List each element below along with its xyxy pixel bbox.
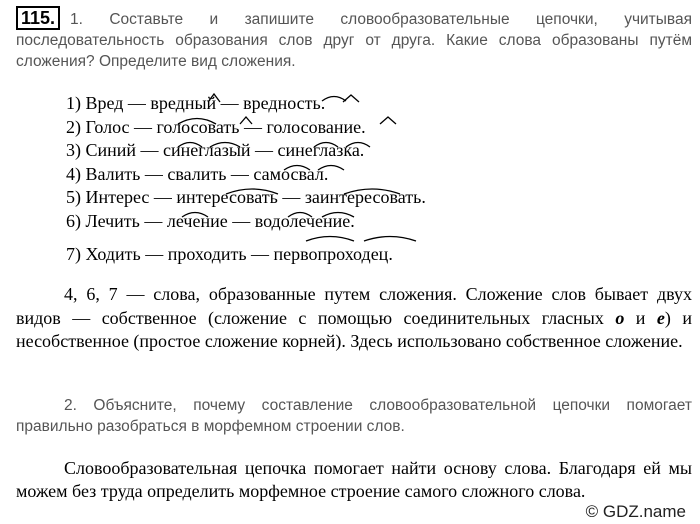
task-2-text: 2. Объясните, почему составление словообразовательной цепочки помогает правильно разобраться в морфемном строении слов. [16,397,692,435]
chain-line-5: 5) Интерес — интересовать — заинтересовать. [66,187,426,207]
vowel-e: е [656,307,665,328]
answer-2: Словообразовательная цепочка помогает найти основу слова. Благодаря ей мы можем без труда определить морфемное строение самого сложного слова. [16,458,692,501]
task-1-text: 1. Составьте и запишите словообразовательные цепочки, учитывая последовательность образования слов друг от друга. Какие слова образованы путём сложения? Определите вид сложения. [16,11,692,70]
chain-line-3: 3) Синий — синеглазый — синеглазка. [66,140,365,160]
answer-1-part-1: 4, 6, 7 — слова, образованные путем сложения. Сложение слов бывает двух видов — собственное (сложение с помощью соединительных гласных [16,284,692,328]
word-chains [66,92,426,267]
chain-line-6: 6) Лечить — лечение — водолечение. [66,210,355,231]
chain-line-4: 4) Валить — свалить — самосвал. [66,163,329,184]
chain-line-1: 1) Вред — вредный — вредность. [66,93,326,113]
answer-1-conj: и [624,307,657,328]
answer-1-part-2: ) и несобственное (простое сложение корней). Здесь использовано собственное сложение. [16,307,692,351]
task-1-header [16,6,692,72]
vowel-o: о [615,307,625,328]
answer-1 [16,283,692,354]
task-number: 115. [16,6,60,30]
chain-line-7: 7) Ходить — проходить — первопроходец. [66,244,393,264]
watermark: © GDZ.name [585,502,686,521]
chain-line-2: 2) Голос — голосовать — голосование. [66,116,366,137]
